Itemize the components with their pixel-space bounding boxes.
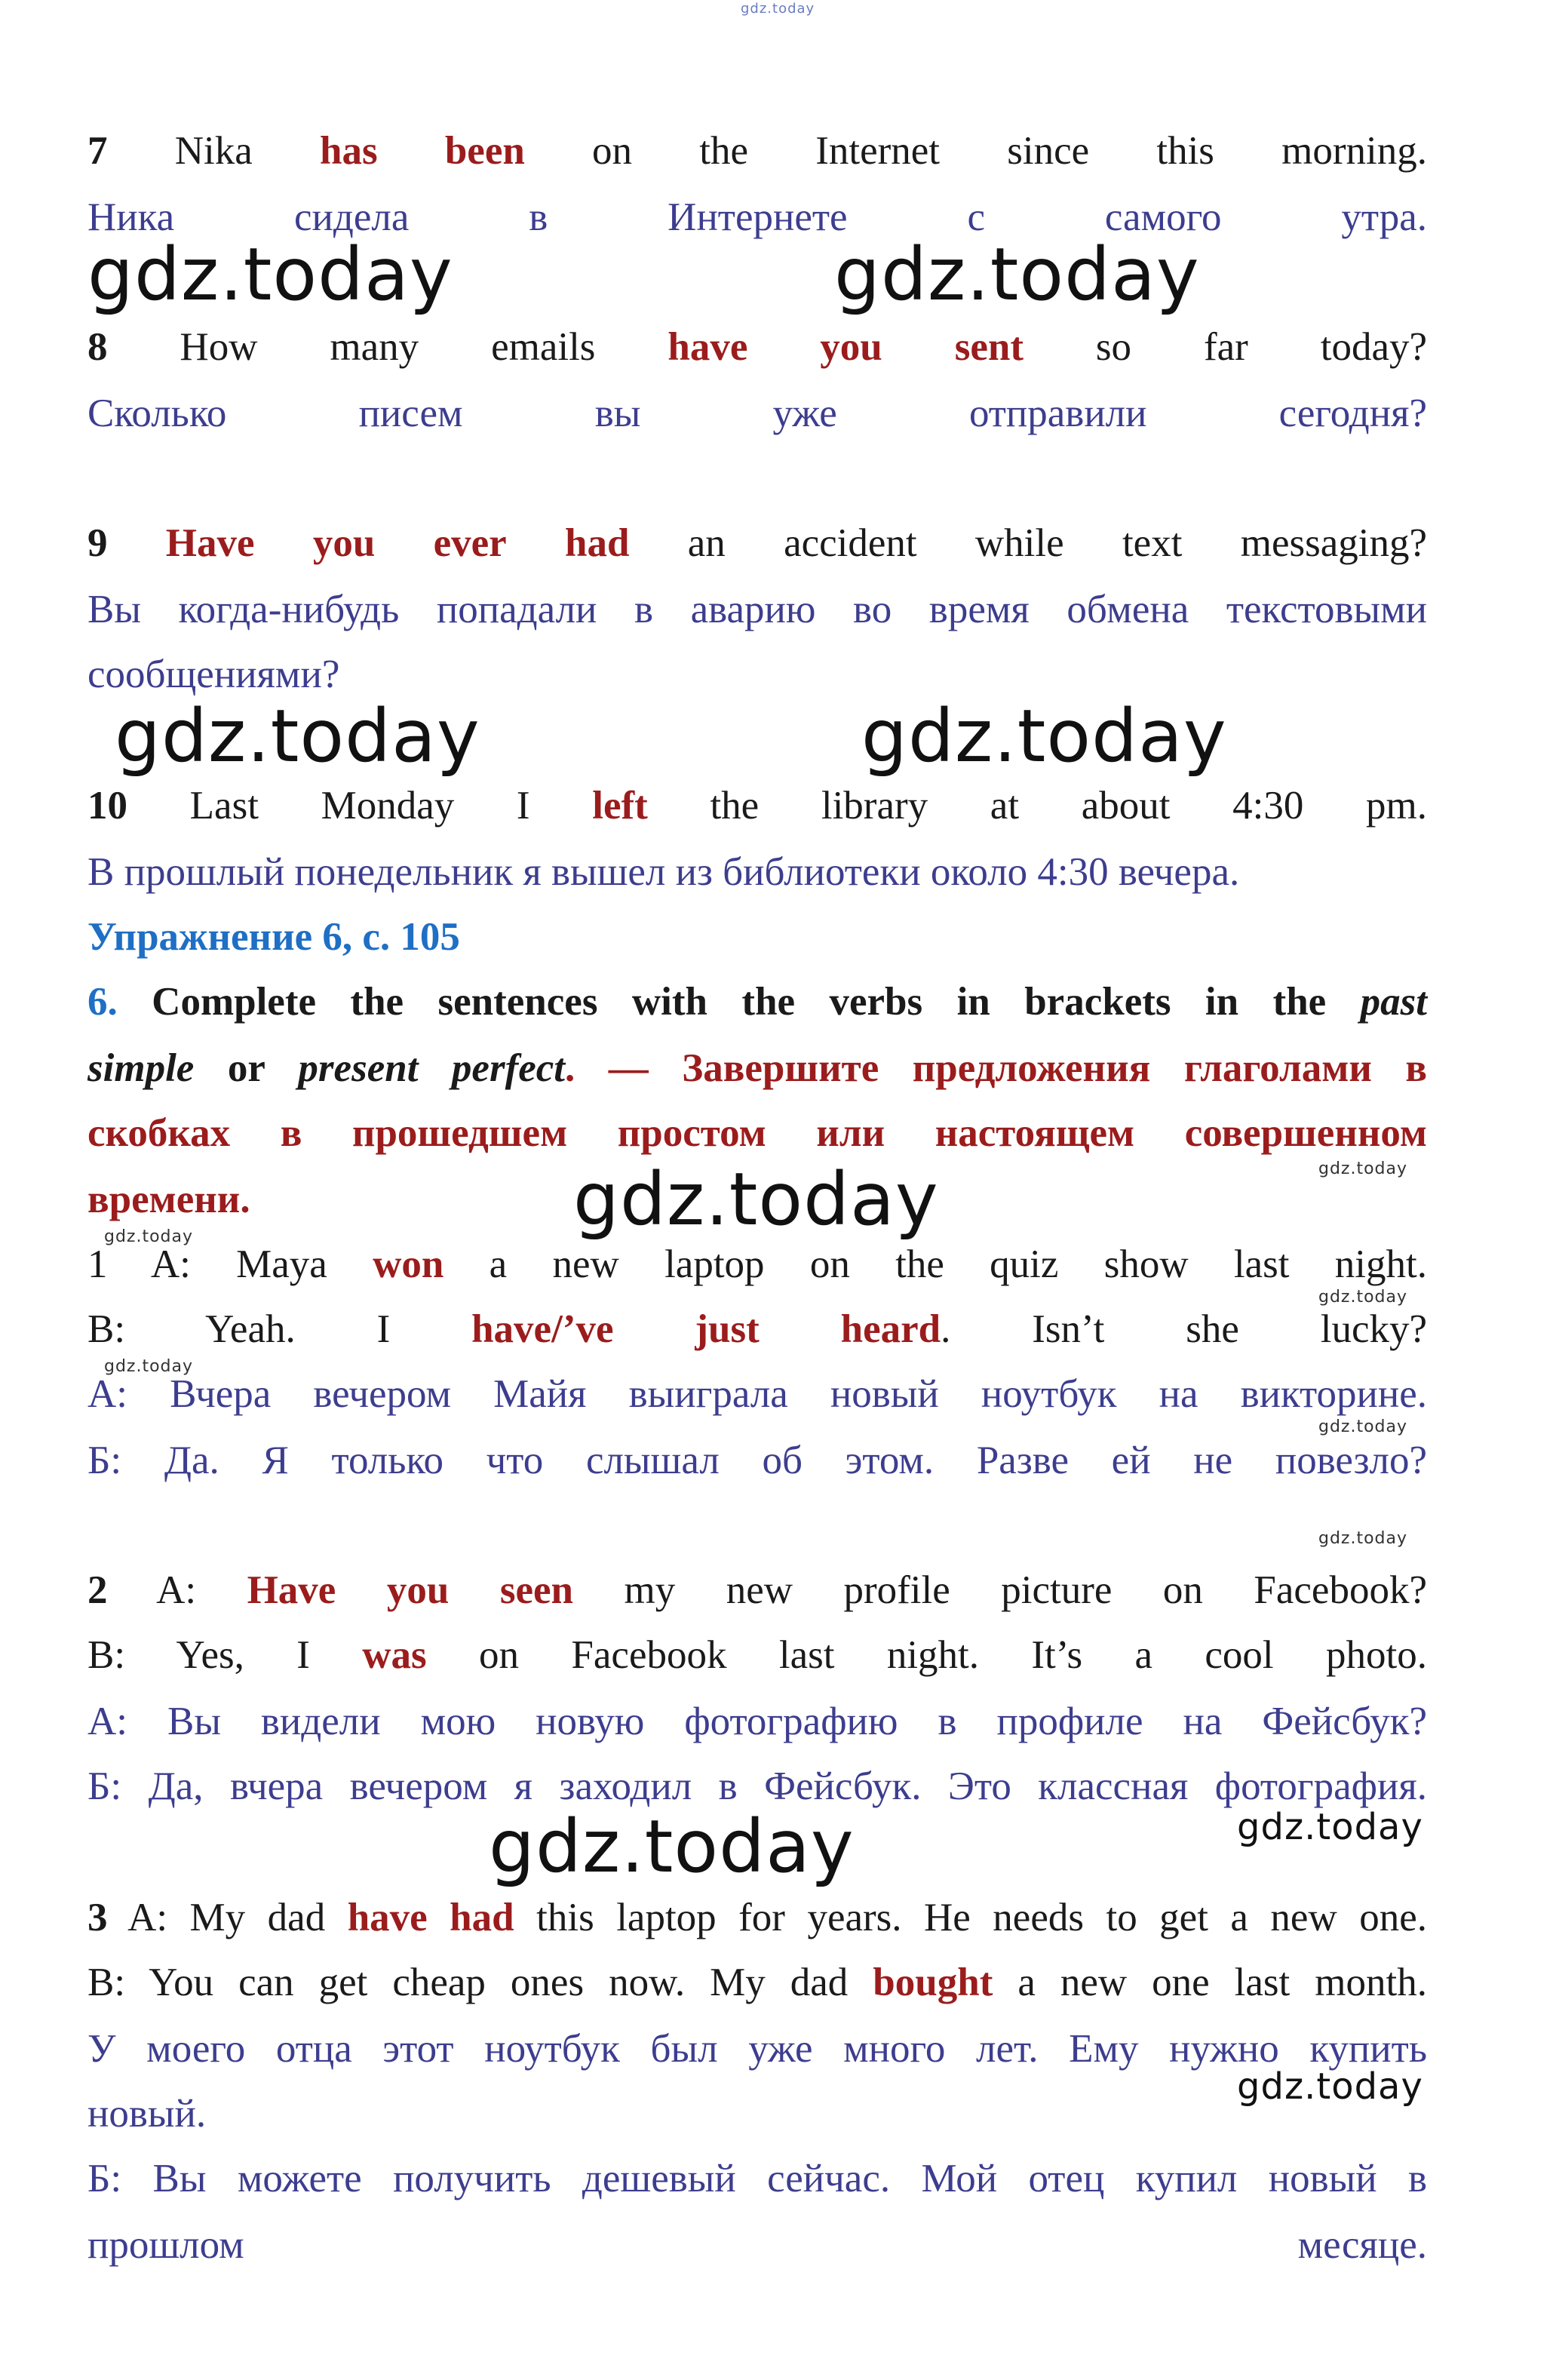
watermark-13: gdz.today: [1237, 1806, 1423, 1848]
line-10-en: 10 Last Monday I left the library at about 4:30 pm.: [87, 784, 1427, 828]
line-7-ru: Ника сидела в Интернете с самого утра.: [87, 195, 1427, 239]
dialogue-3-a: 3 A: My dad have had this laptop for years. He needs to get a new one.: [87, 1896, 1427, 1939]
watermark-6: gdz.today: [573, 1157, 939, 1242]
exercise-heading: Упражнение 6, с. 105: [87, 915, 460, 959]
watermark-12: gdz.today: [489, 1804, 855, 1889]
line-9-ru-1: Вы когда-нибудь попадали в аварию во время обмена текстовыми: [87, 588, 1427, 631]
watermark-11: gdz.today: [1318, 1529, 1408, 1548]
watermark-9: gdz.today: [104, 1357, 194, 1376]
line-9-en: 9 Have you ever had an accident while text messaging?: [87, 521, 1427, 565]
watermark-7: gdz.today: [104, 1227, 194, 1246]
watermark-2: gdz.today: [834, 232, 1200, 317]
watermark-1: gdz.today: [87, 232, 453, 317]
dialogue-2-a: 2 A: Have you seen my new profile picture on Facebook?: [87, 1568, 1427, 1612]
dialogue-3-ru-b-2: прошлом месяце.: [87, 2223, 1427, 2267]
line-8-ru: Сколько писем вы уже отправили сегодня?: [87, 392, 1427, 435]
dialogue-2-ru-a: А: Вы видели мою новую фотографию в профиле на Фейсбук?: [87, 1700, 1427, 1743]
line-10-ru: В прошлый понедельник я вышел из библиотеки около 4:30 вечера.: [87, 850, 1240, 894]
dialogue-3-ru-a-1: У моего отца этот ноутбук был уже много лет. Ему нужно купить: [87, 2027, 1427, 2071]
watermark-top: gdz.today: [741, 1, 815, 17]
watermark-14: gdz.today: [1237, 2065, 1423, 2108]
dialogue-2-b: B: Yes, I was on Facebook last night. It’s a cool photo.: [87, 1633, 1427, 1677]
watermark-4: gdz.today: [861, 694, 1227, 778]
dialogue-3-b: B: You can get cheap ones now. My dad bought a new one last month.: [87, 1961, 1427, 2004]
dialogue-2-ru-b: Б: Да, вчера вечером я заходил в Фейсбук. Это классная фотография.: [87, 1764, 1427, 1808]
watermark-10: gdz.today: [1318, 1417, 1408, 1436]
dialogue-1-a: 1 A: Maya won a new laptop on the quiz show last night.: [87, 1242, 1427, 1286]
dialogue-3-ru-b-1: Б: Вы можете получить дешевый сейчас. Мой отец купил новый в: [87, 2157, 1427, 2200]
watermark-3: gdz.today: [115, 694, 480, 778]
dialogue-1-b: B: Yeah. I have/’ve just heard. Isn’t she lucky?: [87, 1307, 1428, 1351]
dialogue-1-ru-a: А: Вчера вечером Майя выиграла новый ноутбук на викторине.: [87, 1372, 1427, 1416]
task-line-3: скобках в прошедшем простом или настоящем совершенном: [87, 1111, 1427, 1155]
task-line-2: simple or present perfect. — Завершите предложения глаголами в: [87, 1046, 1427, 1090]
dialogue-1-ru-b: Б: Да. Я только что слышал об этом. Разве ей не повезло?: [87, 1439, 1427, 1482]
watermark-8: gdz.today: [1318, 1288, 1408, 1307]
dialogue-3-ru-a-2: новый.: [87, 2092, 207, 2136]
watermark-5: gdz.today: [1318, 1159, 1408, 1178]
line-9-ru-2: сообщениями?: [87, 653, 340, 696]
task-line-4: времени.: [87, 1178, 250, 1221]
line-8-en: 8 How many emails have you sent so far today?: [87, 325, 1428, 369]
line-7-en: 7 Nika has been on the Internet since this morning.: [87, 129, 1428, 173]
task-line-1: 6. Complete the sentences with the verbs in brackets in the past: [87, 980, 1427, 1024]
